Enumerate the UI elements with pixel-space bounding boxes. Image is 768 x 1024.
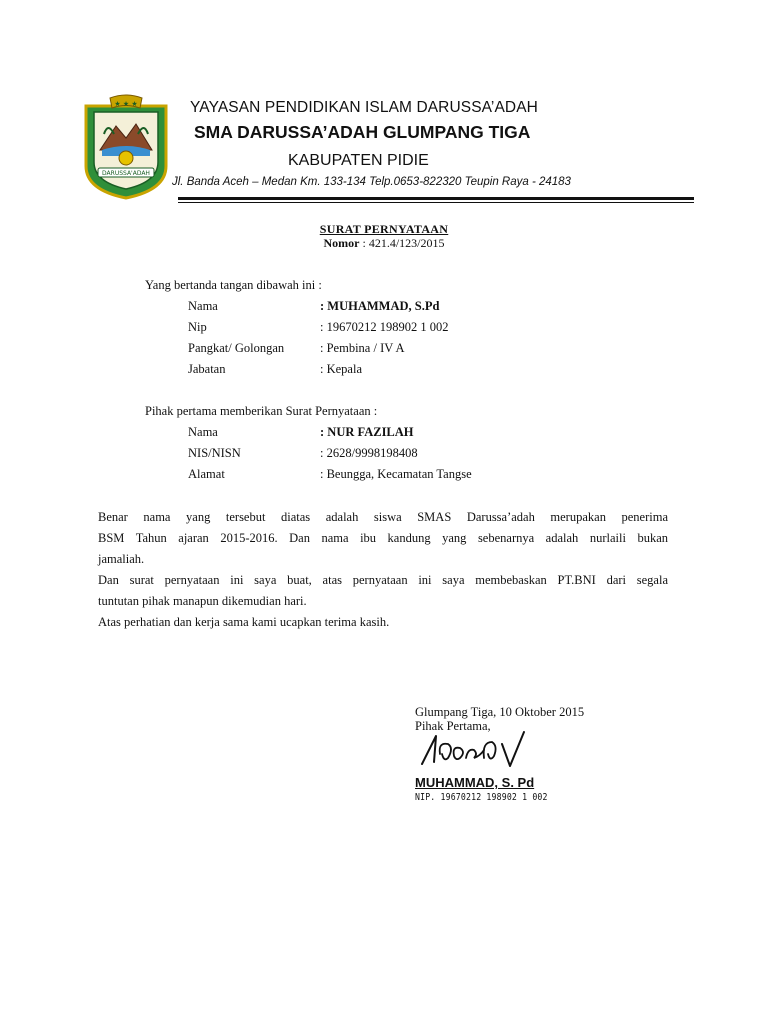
svg-text:DARUSSA'ADAH: DARUSSA'ADAH <box>102 170 150 177</box>
signature-place-date: Glumpang Tiga, 10 Oktober 2015 <box>415 705 585 719</box>
body-line: jamaliah. <box>98 552 145 566</box>
school-logo <box>80 92 172 202</box>
party-intro: Pihak pertama memberikan Surat Pernyataan : <box>145 404 378 418</box>
signer-name-value: : MUHAMMAD, S.Pd <box>320 299 440 313</box>
signature-name: MUHAMMAD, S. Pd <box>415 775 535 790</box>
statement-body <box>98 507 668 633</box>
handwritten-signature <box>418 728 530 770</box>
regency-name: KABUPATEN PIDIE <box>288 152 429 169</box>
school-name: SMA DARUSSA’ADAH GLUMPANG TIGA <box>194 122 531 142</box>
party-nis-label: NIS/NISN <box>188 446 241 460</box>
party-nis-value: : 2628/9998198408 <box>320 446 418 460</box>
signer-rank-label: Pangkat/ Golongan <box>188 341 285 355</box>
party-address-label: Alamat <box>188 467 225 481</box>
document-number-value: : 421.4/123/2015 <box>359 236 445 250</box>
foundation-name: YAYASAN PENDIDIKAN ISLAM DARUSSA’ADAH <box>190 99 538 116</box>
party-name-value: : NUR FAZILAH <box>320 425 414 439</box>
signer-nip-label: Nip <box>188 320 207 334</box>
signer-nip-value: : 19670212 198902 1 002 <box>320 320 449 334</box>
signer-position-value: : Kepala <box>320 362 362 376</box>
svg-text:★ ★ ★: ★ ★ ★ <box>114 100 138 108</box>
signer-intro: Yang bertanda tangan dibawah ini : <box>145 278 322 292</box>
letterhead-divider-thin <box>178 202 694 203</box>
document-number-label: Nomor <box>323 236 360 250</box>
signature-role: Pihak Pertama, <box>415 719 491 733</box>
document-number <box>0 236 768 251</box>
body-line: Atas perhatian dan kerja sama kami ucapkan terima kasih. <box>98 615 390 629</box>
body-line: tuntutan pihak manapun dikemudian hari. <box>98 594 307 608</box>
party-address-value: : Beungga, Kecamatan Tangse <box>320 467 472 481</box>
school-address: Jl. Banda Aceh – Medan Km. 133-134 Telp.0653-822320 Teupin Raya - 24183 <box>172 176 571 188</box>
letterhead-divider <box>178 197 694 200</box>
signer-position-label: Jabatan <box>188 362 226 376</box>
party-name-label: Nama <box>188 425 218 439</box>
signer-name-label: Nama <box>188 299 218 313</box>
body-line: BSM Tahun ajaran 2015-2016. Dan nama ibu kandung yang sebenarnya adalah nurlaili bukan <box>98 531 668 545</box>
body-line: Dan surat pernyataan ini saya buat, atas pernyataan ini saya membebaskan PT.BNI dari segala <box>98 573 668 587</box>
signer-rank-value: : Pembina / IV A <box>320 341 405 355</box>
signature-nip: NIP. 19670212 198902 1 002 <box>415 792 548 803</box>
document-title: SURAT PERNYATAAN <box>319 222 449 236</box>
body-line: Benar nama yang tersebut diatas adalah siswa SMAS Darussa’adah merupakan penerima <box>98 510 668 524</box>
